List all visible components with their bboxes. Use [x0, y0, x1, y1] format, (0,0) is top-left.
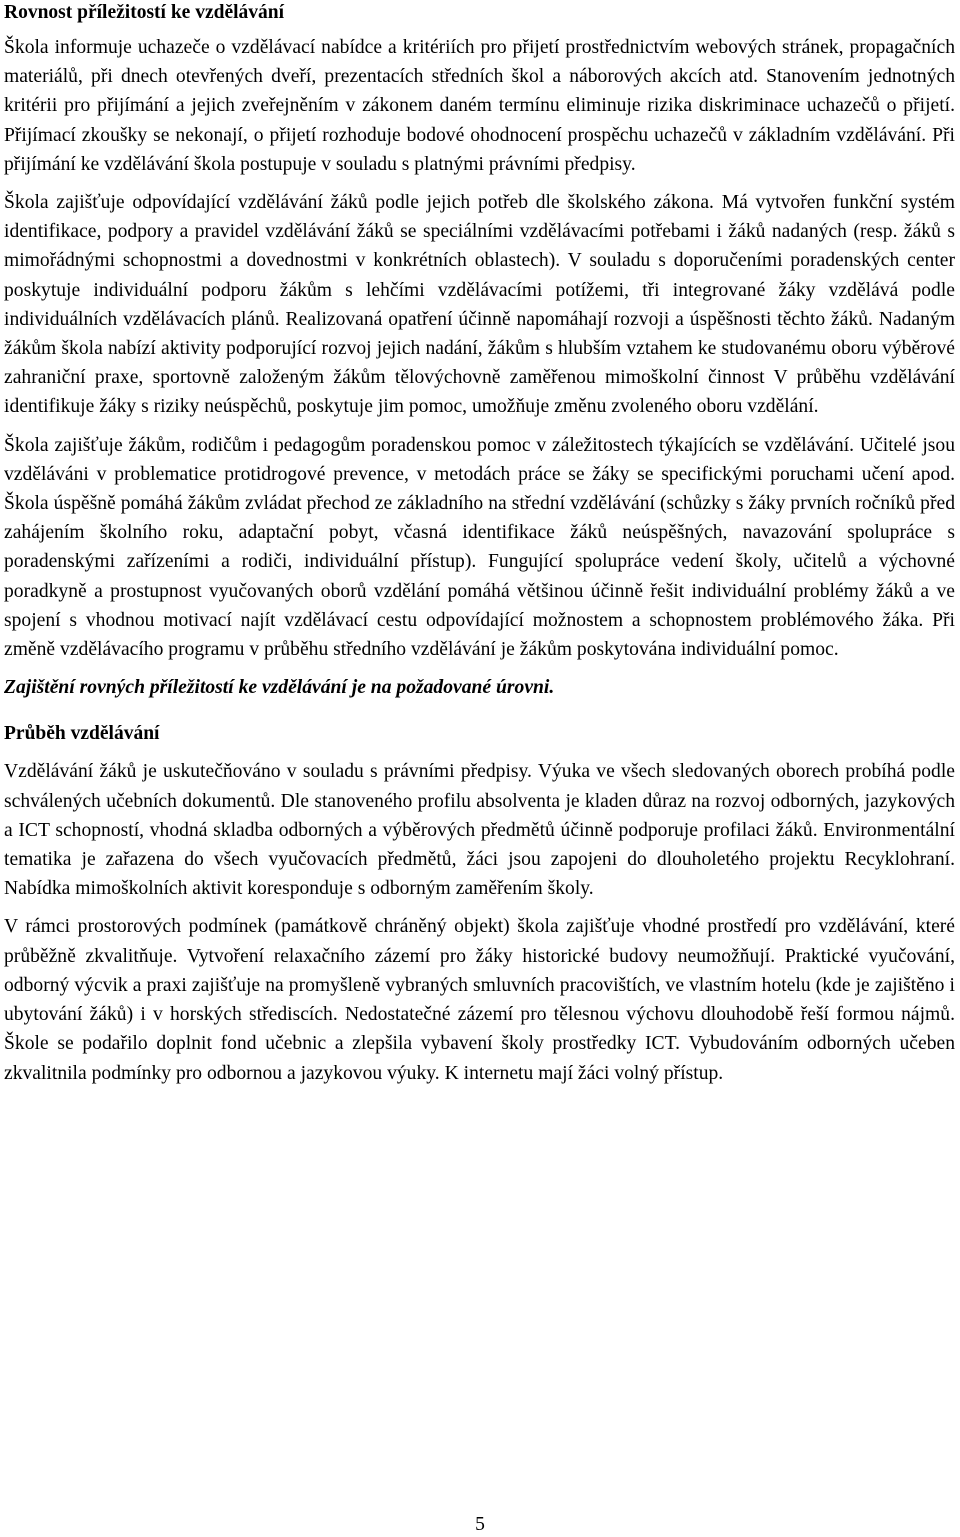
section-heading-equal-opportunities: Rovnost příležitostí ke vzdělávání [4, 2, 285, 23]
paragraph-curriculum: Vzdělávání žáků je uskutečňováno v souladu s právními předpisy. Výuka ve všech sledovaných oborech probíhá podle schválených učebních dokumentů. Dle stanoveného profilu absolventa je kladen důraz na rozvoj odborných, jazykových a ICT schopností, vhodná skladba odborných a výběrových předmětů účinně podporuje profilaci žáků. Environmentální tematika je zařazena do všech vyučovacích předmětů, žáci jsou zapojeni do dlouholetého projektu Recyklohraní. Nabídka mimoškolních aktivit koresponduje s odborným zaměřením školy. [4, 761, 955, 900]
paragraph-facilities: V rámci prostorových podmínek (památkově chráněný objekt) škola zajišťuje vhodné prostředí pro vzdělávání, které průběžně zkvalitňuje. Vytvoření relaxačního zázemí pro žáky historické budovy neumožňují. Praktické vyučování, odborný výcvik a praxi zajišťuje na promyšleně vybraných smluvních pracovištích, ve vlastním hotelu (kde je zajištěno i ubytování žáků) i v horských střediscích. Nedostatečné zázemí pro tělesnou výchovu dlouhodobě řeší formou nájmů. Škole se podařilo doplnit fond učebnic a zlepšila vybavení školy prostředky ICT. Vybudováním odborných učeben zkvalitnila podmínky pro odbornou a jazykovou výuky. K internetu mají žáci volný přístup. [4, 916, 955, 1084]
paragraph-counseling: Škola zajišťuje žákům, rodičům i pedagogům poradenskou pomoc v záležitostech týkajících se vzdělávání. Učitelé jsou vzděláváni v problematice protidrogové prevence, v metodách práce se žáky se specifickými poruchami učení apod. Škola úspěšně pomáhá žákům zvládat přechod ze základního na střední vzdělávání (schůzky s žáky prvních ročníků před zahájením školního roku, adaptační pobyt, včasná identifikace žáků neúspěšných, navazování spolupráce s poradenskými zařízeními a rodiči, individuální přístup). Fungující spolupráce vedení školy, učitelů a výchovné poradkyně a prostupnost vyučovaných oborů vzdělání pomáhá většinou účinně řešit individuální problémy žáků a ve spojení s vhodnou motivací najít vzdělávací cestu odpovídající možnostem a schopnostem problémového žáka. Při změně vzdělávacího programu v průběhu středního vzdělávání je žákům poskytována individuální pomoc. [4, 434, 955, 661]
paragraph-special-needs: Škola zajišťuje odpovídající vzdělávání žáků podle jejich potřeb dle školského zákona. Má vytvořen funkční systém identifikace, podpory a pravidel vzdělávání žáků se speciálními vzdělávacími potřebami i žáků nadaných (resp. žáků s mimořádnými schopnostmi a dovednostmi v konkrétních oblastech). V souladu s doporučeními poradenských center poskytuje individuální podporu žákům s lehčími vzdělávacími potížemi, tři integrované žáky vzdělává podle individuálních vzdělávacích plánů. Realizovaná opatření účinně napomáhají rozvoji a úspěšnosti těchto žáků. Nadaným žákům škola nabízí aktivity podporující rozvoj jejich nadání, žákům s hlubším vztahem ke studovanému oboru výběrové zahraniční praxe, sportovně založeným žákům tělovýchovně zaměřenou mimoškolní činnost V průběhu vzdělávání identifikuje žáky s riziky neúspěchů, poskytuje jim pomoc, umožňuje změnu zvoleného oboru vzdělání. [4, 192, 955, 418]
paragraph-admission: Škola informuje uchazeče o vzdělávací nabídce a kritériích pro přijetí prostřednictvím webových stránek, propagačních materiálů, při dnech otevřených dveří, prezentacích středních škol a náborových akcích atd. Stanovením jednotných kritérii pro přijímání a jejich zveřejněním v zákonem daném termínu eliminuje rizika diskriminace uchazečů o přijetí. Přijímací zkoušky se nekonají, o přijetí rozhoduje bodové ohodnocení prospěchu uchazečů v základním vzdělávání. Při přijímání ke vzdělávání škola postupuje v souladu s platnými právními předpisy. [4, 37, 955, 175]
document-page [4, 0, 955, 1088]
section-heading-course-of-education: Průběh vzdělávání [4, 723, 160, 745]
section-conclusion: Zajištění rovných příležitostí ke vzdělávání je na požadované úrovni. [4, 677, 555, 699]
page-number: 5 [475, 1514, 485, 1535]
